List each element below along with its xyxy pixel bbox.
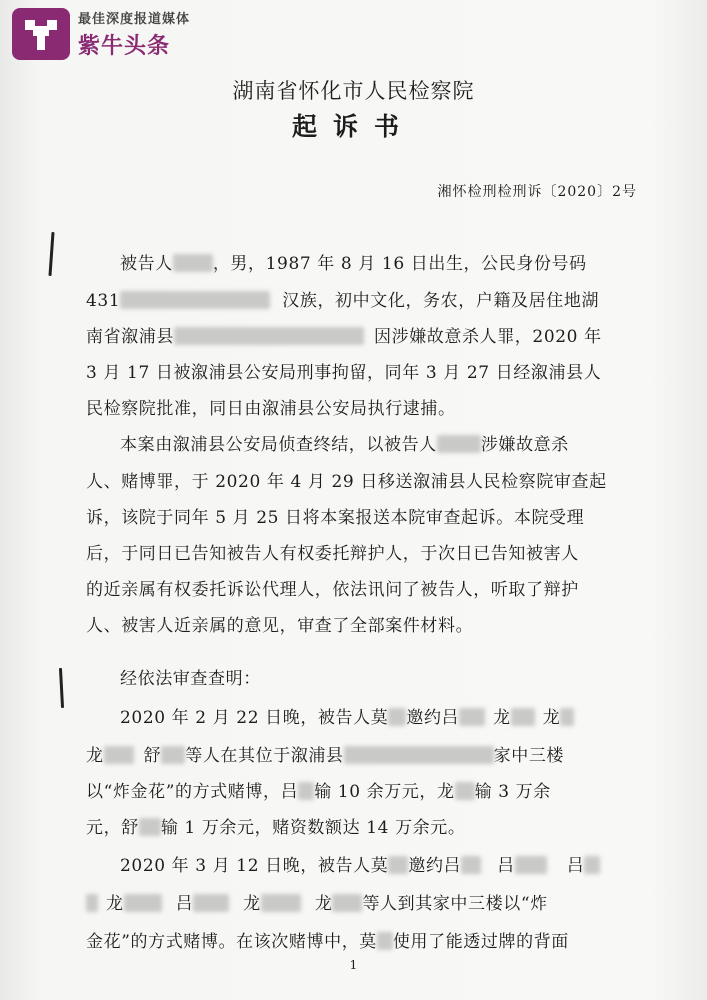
text-line: 民检察院批准，同日由溆浦县公安局执行逮捕。 bbox=[86, 399, 456, 419]
text-line: 431 汉族，初中文化，务农，户籍及居住地湖 bbox=[86, 291, 600, 311]
document-title: 起诉书 bbox=[291, 112, 415, 141]
redaction-blur bbox=[139, 818, 161, 836]
redaction-blur bbox=[455, 782, 475, 800]
redaction-blur bbox=[332, 894, 362, 912]
document-number: 湘怀检刑检刑诉〔2020〕2号 bbox=[437, 184, 637, 200]
text-line: 以“炸金花”的方式赌博，吕 输 10 余万元，龙 输 3 万余 bbox=[86, 782, 551, 802]
redaction-blur bbox=[560, 708, 574, 726]
text-line: 人、赌博罪，于 2020 年 4 月 29 日移送溆浦县人民检察院审查起 bbox=[86, 472, 607, 492]
text-line: 的近亲属有权委托诉讼代理人，依法讯问了被告人，听取了辩护 bbox=[86, 580, 579, 600]
redaction-blur bbox=[173, 254, 213, 272]
text-line: 诉，该院于同年 5 月 25 日将本案报送本院审查起诉。本院受理 bbox=[86, 508, 585, 528]
text-line: 2020 年 2 月 22 日晚，被告人莫 邀约吕 龙 龙 bbox=[120, 703, 574, 728]
text-line: 元，舒 输 1 万余元，赌资数额达 14 万余元。 bbox=[86, 818, 466, 838]
redaction-blur bbox=[511, 708, 535, 726]
issuing-organization: 湖南省怀化市人民检察院 bbox=[232, 79, 475, 103]
redaction-blur bbox=[515, 856, 547, 874]
redaction-blur bbox=[584, 856, 600, 874]
redaction-blur bbox=[459, 708, 485, 726]
text-line: 南省溆浦县 因涉嫌故意杀人罪，2020 年 bbox=[86, 327, 602, 347]
margin-pen-mark bbox=[48, 232, 54, 276]
brand-name: 紫牛头条 bbox=[78, 34, 171, 59]
text-line: 龙 吕 龙 龙 等人到其家中三楼以“炸 bbox=[86, 889, 548, 914]
redaction-blur bbox=[120, 291, 270, 309]
brand-tagline: 最佳深度报道媒体 bbox=[78, 12, 191, 27]
redaction-blur bbox=[461, 856, 481, 874]
text-line: 2020 年 3 月 12 日晚，被告人莫 邀约吕 吕 吕 bbox=[120, 851, 600, 876]
text-line: 人、被害人近亲属的意见，审查了全部案件材料。 bbox=[86, 616, 474, 636]
ox-logo-icon bbox=[12, 8, 70, 60]
redaction-blur bbox=[344, 746, 494, 764]
redaction-blur bbox=[388, 708, 406, 726]
redaction-blur bbox=[193, 894, 229, 912]
redaction-blur bbox=[124, 894, 162, 912]
redaction-blur bbox=[298, 782, 314, 800]
brand-logo bbox=[12, 8, 190, 60]
redaction-blur bbox=[104, 746, 134, 764]
redaction-blur bbox=[174, 327, 364, 345]
text-line: 本案由溆浦县公安局侦查终结，以被告人 涉嫌故意杀 bbox=[120, 435, 569, 455]
margin-pen-mark bbox=[59, 668, 64, 708]
redaction-blur bbox=[377, 932, 393, 950]
text-line: 3 月 17 日被溆浦县公安局刑事拘留，同年 3 月 27 日经溆浦县人 bbox=[86, 363, 602, 383]
text-line: 金花”的方式赌博。在该次赌博中，莫 使用了能透过牌的背面 bbox=[86, 932, 569, 952]
page-number: 1 bbox=[349, 958, 358, 972]
text-line: 被告人 ，男，1987 年 8 月 16 日出生，公民身份号码 bbox=[120, 254, 587, 274]
text-line: 后，于同日已告知被告人有权委托辩护人，于次日已告知被害人 bbox=[86, 544, 579, 564]
redaction-blur bbox=[261, 894, 301, 912]
redaction-blur bbox=[86, 894, 98, 912]
redaction-blur bbox=[388, 856, 408, 874]
text-line: 经依法审查查明： bbox=[120, 669, 261, 689]
redaction-blur bbox=[437, 435, 481, 453]
redaction-blur bbox=[161, 746, 185, 764]
text-line: 龙 舒 等人在其位于溆浦县 家中三楼 bbox=[86, 746, 565, 766]
